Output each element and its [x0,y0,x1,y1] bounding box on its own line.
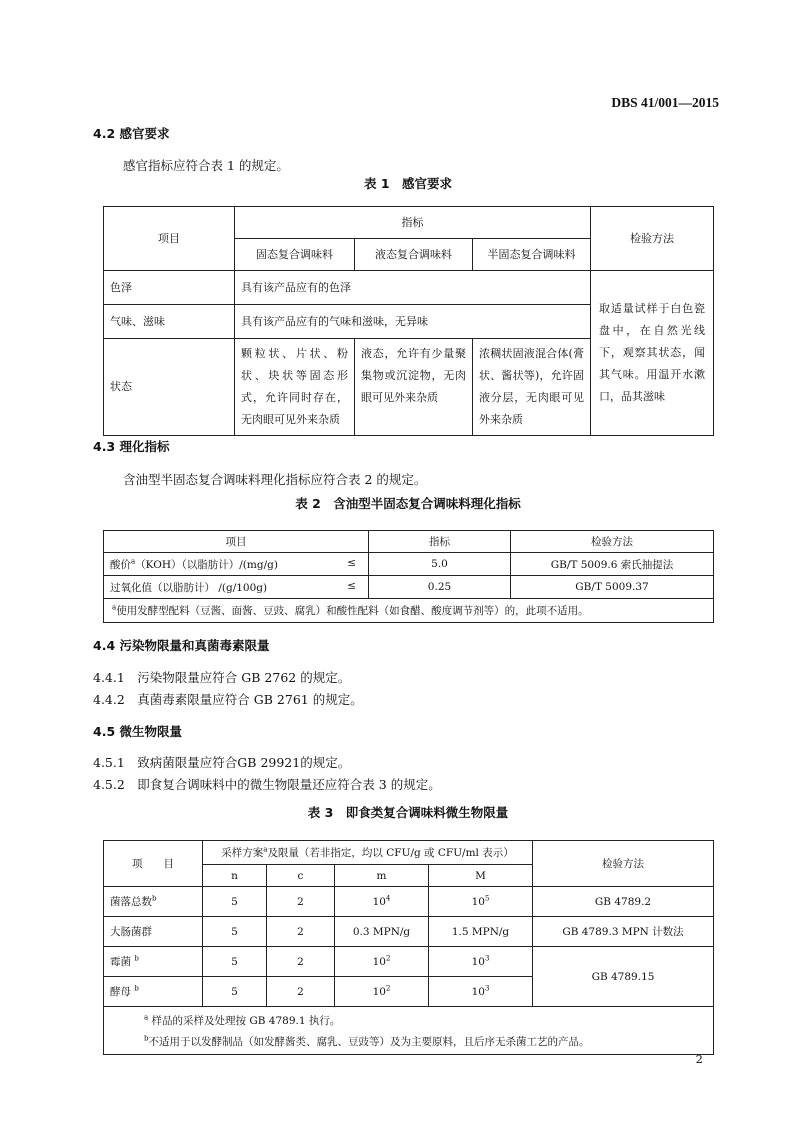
footnote-marker: b [144,1034,149,1043]
table-2-header-index: 指标 [369,531,511,553]
m-exponent: 4 [385,894,391,902]
clause-4-4-1: 4.4.1 污染物限量应符合 GB 2762 的规定。 [93,670,351,685]
acid-value-text: 酸价 [110,558,131,571]
m-base: 10 [372,955,386,968]
row-label-text: 菌落总数 [110,896,152,908]
table-2-acid-value-label [104,553,369,576]
table-1-row-label: 气味、滋味 [104,305,235,339]
clause-4-5-2: 4.5.2 即食复合调味料中的微生物限量还应符合表 3 的规定。 [93,777,441,792]
footnote-marker: a [263,845,268,854]
peroxide-text: 过氧化值（以脂肪计） /(g/100g) [110,581,268,594]
cell-n: 5 [203,947,267,977]
footnote-marker: a [131,557,136,565]
table-1-caption: 表 1 感官要求 [363,176,453,191]
plan-text-rest: 及限量（若非指定，均以 CFU/g 或 CFU/ml 表示） [267,847,514,859]
M-base: 10 [471,985,485,998]
table-1-method-cell: 取适量试样于白色瓷盘中，在自然光线下，观察其状态，闻其气味。用温开水漱口，品其滋味 [591,271,714,436]
table-2-physicochemical [103,530,714,623]
cell-n: 5 [203,977,267,1007]
cell-c: 2 [267,917,335,947]
table-2-acid-method: GB/T 5009.6 索氏抽提法 [511,553,714,576]
footnote-marker: b [152,894,157,903]
table-1-state-semisolid: 浓稠状固液混合体(膏状、酱状等)，允许固液分层，无肉眼可见外来杂质 [473,339,591,436]
section-heading-4-3: 4.3 理化指标 [93,439,170,454]
cell-method: GB 4789.15 [533,947,714,1007]
table-2-peroxide-label [104,576,369,599]
M-exponent: 3 [484,954,490,962]
section-heading-4-2: 4.2 感官要求 [93,126,170,141]
table-2-caption: 表 2 含油型半固态复合调味料理化指标 [295,496,521,511]
table-1-row-label: 状态 [104,339,235,436]
clause-4-5-1: 4.5.1 致病菌限量应符合GB 29921的规定。 [93,755,351,770]
table-2-peroxide-method: GB/T 5009.37 [511,576,714,599]
table-row [104,917,714,947]
row-label [104,887,203,917]
m-exponent: 2 [385,984,391,992]
footnote-b-text: 不适用于以发酵制品（如发酵酱类、腐乳、豆豉等）及为主要原料，且后序无杀菌工艺的产品。 [148,1036,590,1048]
cell-M [429,947,533,977]
cell-n: 5 [203,917,267,947]
table-1-row-label: 色泽 [104,271,235,305]
table-2-acid-value: 5.0 [369,553,511,576]
table-1-row-value: 具有该产品应有的色泽 [235,271,591,305]
row-label [104,977,203,1007]
footnote-marker: a [112,603,117,612]
table-1-state-liquid: 液态，允许有少量聚集物或沉淀物，无肉眼可见外来杂质 [355,339,473,436]
cell-M: 1.5 MPN/g [429,917,533,947]
cell-c: 2 [267,947,335,977]
clause-4-4-2: 4.4.2 真菌毒素限量应符合 GB 2761 的规定。 [93,692,363,707]
section-4-3-paragraph: 含油型半固态复合调味料理化指标应符合表 2 的规定。 [123,472,427,487]
cell-M [429,887,533,917]
table-3-microbial [103,840,714,1055]
footnote-marker: b [134,954,139,963]
M-base: 10 [471,955,485,968]
m-base: 10 [372,895,386,908]
footnote-text: 使用发酵型配料（豆酱、面酱、豆豉、腐乳）和酸性配料（如食醋、酸度调节剂等）的，此项不适用。 [116,605,589,617]
cell-c: 2 [267,977,335,1007]
M-exponent: 3 [484,984,490,992]
M-exponent: 5 [484,894,490,902]
table-1-header-index: 指标 [235,207,591,239]
m-exponent: 2 [385,954,391,962]
table-1-header-semisolid: 半固态复合调味料 [473,239,591,271]
table-1-state-solid: 颗粒状、片状、粉状、块状等固态形式，允许同时存在，无肉眼可见外来杂质 [235,339,355,436]
row-label [104,947,203,977]
footnote-b [144,1032,713,1053]
document-code: DBS 41/001—2015 [611,95,719,110]
cell-m [335,947,429,977]
table-1-sensory [103,206,714,436]
leq-symbol: ≤ [347,556,356,569]
table-3-caption: 表 3 即食类复合调味料微生物限量 [307,805,509,820]
table-1-header-liquid: 液态复合调味料 [355,239,473,271]
cell-M [429,977,533,1007]
footnote-marker: b [134,984,139,993]
cell-method: GB 4789.2 [533,887,714,917]
cell-c: 2 [267,887,335,917]
table-2-header-item: 项目 [104,531,369,553]
section-heading-4-5: 4.5 微生物限量 [93,724,182,739]
table-2-footnote [104,599,714,623]
table-3-header-n: n [203,865,267,887]
M-base: 10 [471,895,485,908]
cell-method: GB 4789.3 MPN 计数法 [533,917,714,947]
table-1-header-solid: 固态复合调味料 [235,239,355,271]
row-label-text: 酵母 [110,986,131,998]
cell-m [335,887,429,917]
cell-n: 5 [203,887,267,917]
table-2-header-method: 检验方法 [511,531,714,553]
cell-m: 0.3 MPN/g [335,917,429,947]
table-3-header-plan [203,841,533,865]
table-row [104,887,714,917]
acid-value-unit: （KOH）（以脂肪计）/(mg/g) [135,558,278,571]
cell-m [335,977,429,1007]
table-3-header-method: 检验方法 [533,841,714,887]
footnote-marker: a [144,1013,149,1022]
table-3-header-item: 项 目 [104,841,203,887]
m-base: 10 [372,985,386,998]
section-heading-4-4: 4.4 污染物限量和真菌毒素限量 [93,638,270,653]
row-label-text: 大肠菌群 [110,926,152,938]
table-3-header-m: m [335,865,429,887]
leq-symbol: ≤ [347,579,356,592]
footnote-a-text: 样品的采样及处理按 GB 4789.1 执行。 [148,1015,341,1027]
section-4-2-paragraph: 感官指标应符合表 1 的规定。 [123,158,289,173]
table-3-footnotes [104,1007,714,1055]
plan-text: 采样方案 [221,847,264,859]
footnote-a [144,1011,713,1032]
page-number: 2 [695,1052,703,1066]
table-1-row-value: 具有该产品应有的气味和滋味，无异味 [235,305,591,339]
table-1-header-item: 项目 [104,207,235,271]
row-label [104,917,203,947]
row-label-text: 霉菌 [110,956,131,968]
table-3-header-c: c [267,865,335,887]
table-1-header-method: 检验方法 [591,207,714,271]
table-row [104,947,714,977]
table-3-header-M: M [429,865,533,887]
table-2-peroxide-value: 0.25 [369,576,511,599]
